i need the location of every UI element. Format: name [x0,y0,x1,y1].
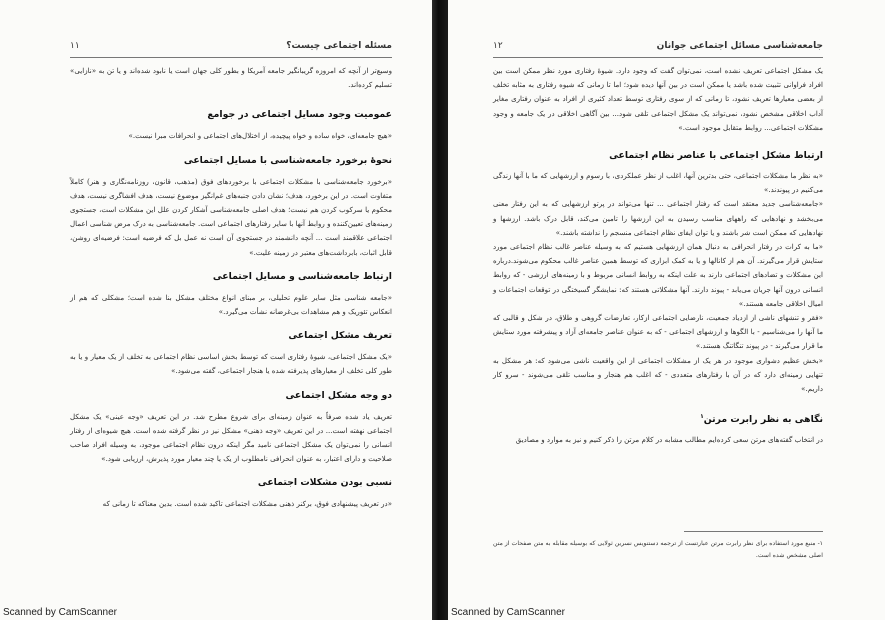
scan-watermark: Scanned by CamScanner [3,607,117,618]
section-paragraph: در انتخاب گفته‌های مرتن سعی کرده‌ایم مطالب مشابه در کلام مرتن را ذکر کنیم و نیز به موارد و مصادیق [515,435,823,445]
scan-watermark: Scanned by CamScanner [451,607,565,618]
section-heading: نسبی بودن مشکلات اجتماعی [257,477,392,489]
left-book-page [0,0,432,620]
header-rule [493,57,823,58]
section-heading: تعریف مشکل اجتماعی [288,330,392,342]
right-book-page [448,0,885,620]
footnote-marker: ۱ [700,413,704,421]
section-heading: ارتباط جامعه‌شناسی و مسایل اجتماعی [212,270,392,282]
page-number: ۱۲ [493,41,503,51]
running-head: مسئله اجتماعی چیست؟ [286,41,392,51]
section-text: «برخورد جامعه‌شناسی با مشکلات اجتماعی با برخوردهای فوق (مذهب، قانون، روزنامه‌نگاری و هنر) کاملاً متفاوت است. در این برخورد، هدف؛ نشان دادن جنبه‌های غم‌انگیز موضوع نیست، هدف افشاگری نیست، هدف محکوم یا سرکوب کردن هم نیست؛ هدف اصلی جامعه‌شناسی آشکار کردن علل این مشکلات است، جستجوی زمینه‌های تعیین‌کننده و روابط آنها با سایر رفتارهای اجتماعی است. جامعه‌شناسی به درک مرض شناسی اعمال اجتماعی علاقمند است ... آنچه دانشمند در جستجوی آن است نه عمل بل که فرضیه است: فرضیه‌ای روشن، قابل اثبات، بابرداشت‌های معتبر در زمینه علیت.» [70,176,392,257]
section-heading: ارتباط مشکل اجتماعی با عناصر نظام اجتماعی [609,150,823,162]
header-rule [70,57,392,58]
page-header [493,41,823,55]
footnote-rule [684,531,823,532]
section-heading: دو وجه مشکل اجتماعی [285,389,392,401]
section-heading: نحوهٔ برخورد جامعه‌شناسی با مسایل اجتماعی [183,154,392,166]
section-heading: عمومیت وجود مسایل اجتماعی در جوامع [207,109,392,121]
footnote: ۱- منبع مورد استفاده برای نظر رابرت مرتن عبارتست از ترجمه دستنویس نسرین ثولایی که بوسیله مقابله به متن صفحات از متن اصلی مشخص شده است. [493,540,823,559]
section-text: تعریف یاد شده صرفاً به عنوان زمینه‌ای برای شروع مطرح شد. در این تعریف «وجه عینی» یک مشکل اجتماعی نهفته است... در این تعریف «وجه ذهنی» مشکل نیز در نظر گرفته شده است. هیچ شیوه‌ای از رفتار انسانی را نمی‌توان یک مشکل اجتماعی نامید مگر اینکه درون نظام اجتماعی موجود، به وسیله افراد صاحب صلاحیت و دارای اعتبار، به عنوان انحرافی نامطلوب از یک یا چند معیار مورد پذیرش، ارزیابی شود.» [70,411,392,464]
book-gutter [432,0,448,620]
section-text: «یک مشکل اجتماعی، شیوهٔ رفتاری است که توسط بخش اساسی نظام اجتماعی به تخلف از یک معیار و یا به طور کلی تخلف از معیارهای پذیرفته شده یا هنجار اجتماعی، گفته می‌شود.» [70,352,392,376]
section-text: «هیچ جامعه‌ای، خواه ساده و خواه پیچیده، از اختلال‌های اجتماعی و انحرافات مبرا نیست.» [128,131,392,141]
intro-paragraph: یک مشکل اجتماعی تعریف نشده است، نمی‌توان گفت که وجود دارد. شیوهٔ رفتاری مورد نظر ممکن است بین افراد فراوانی تثبیت شده باشد یا ممکن است در بین آنها دیده شود؛ اما تا زمانی که شیوه رفتاری به مثابه تخلف از بعضی معیارها تعریف نشود، تا زمانی که از سوی رفتاری توسط تعداد کثیری از افراد به عنوان رفتاری مغایر آداب اخلاقی مشخص نشود، نمی‌تواند یک مشکل اجتماعی تلقی شود... بین آگاهی اخلاقی در یک جامعه و وجود مشکلات اجتماعی... روابط متقابل موجود است.» [493,66,823,132]
intro-paragraph: وسیع‌تر از آنچه که امروزه گریبانگیر جامعه آمریکا و بطور کلی جهان است یا نابود شده‌اند و یا تن به «نازایی» تسلیم کرده‌اند. [70,66,392,90]
heading-text: نگاهی به نظر رابرت مرتن [703,414,823,426]
running-head: جامعه‌شناسی مسائل اجتماعی جوانان [656,41,823,51]
section-paragraph: «ما به کرات در رفتار انحرافی به دنبال همان ارزشهایی هستیم که به وسیله عناصر غالب نظام اجتماعی مورد ستایش قرار می‌گیرند. آن هم از کانالها و یا به کمک ابزاری که توسط همین عناصر غالب محکوم می‌شوند.درباره این مشکلات و تضادهای اجتماعی دارند به علت اینکه به روابط انسانی مربوط و با زمینه‌های ارزشی - که روابط انسانی درون آنها جریان می‌یابد - پیوند دارند. آنها مشکلاتی هستند که: نمایشگر گسیختگی در توقعات اجتماعات و امیال اخلاقی جامعه هستند.» [493,242,823,308]
page-body [493,64,823,448]
section-text: «در تعریف پیشنهادی فوق، برکنر ذهنی مشکلات اجتماعی تاکید شده است. بدین معناکه تا زمانی که [102,499,392,509]
section-paragraph: «جامعه‌شناسی جدید معتقد است که رفتار اجتماعی ... تنها می‌تواند در پرتو ارزشهایی که به این رفتار معنی می‌بخشد و نهادهایی که راههای مناسب رسیدن به این ارزشها را تامین می‌کند، قابل درک باشد. ارزشها و نهادهایی که ممکن است شر باشند و یا توان ایفای نظام اجتماعی منسجم را نداشته باشند.» [493,199,823,237]
page-number: ۱۱ [70,41,80,51]
page-header [70,41,392,55]
section-paragraph: «به نظر ما مشکلات اجتماعی، حتی بدترین آنها، اغلب از نظر عملکردی، با رسوم و ارزشهایی که ما با آنها زندگی می‌کنیم در پیوندند.» [493,171,823,195]
section-text: «جامعه شناسی مثل سایر علوم تحلیلی، بر مبنای انواع مختلف مشکل بنا شده است؛ مشکلی که هم از انعکاس تئوریک و هم مشاهدات بی‌غرضانه نشأت می‌گیرد.» [70,292,392,317]
section-paragraph: «بخش عظیم دشواری موجود در هر یک از مشکلات اجتماعی از این واقعیت ناشی می‌شود که: هر مشکل به تنهایی زمینه‌ای دارد که در آن با رفتارهای متعددی - که اغلب هم هنجار و مناسب تلقی می‌شوند - سرو کار داریم.» [493,355,823,394]
section-heading [493,410,823,427]
page-body [70,64,392,512]
section-paragraph: «فقر و تنشهای ناشی از ازدیاد جمعیت، نارضایی اجتماعی ازکار، تعارضات گروهی و طلاق، در شکل و قالبی که ما آنها را می‌شناسیم - با الگوها و ارزشهای اجتماعی - که به عنوان عناصر جامعه‌ای آزاد و پیشرفته مورد ستایش ما قرار می‌گیرند - در پیوند تنگاتنگ هستند.» [493,313,823,351]
